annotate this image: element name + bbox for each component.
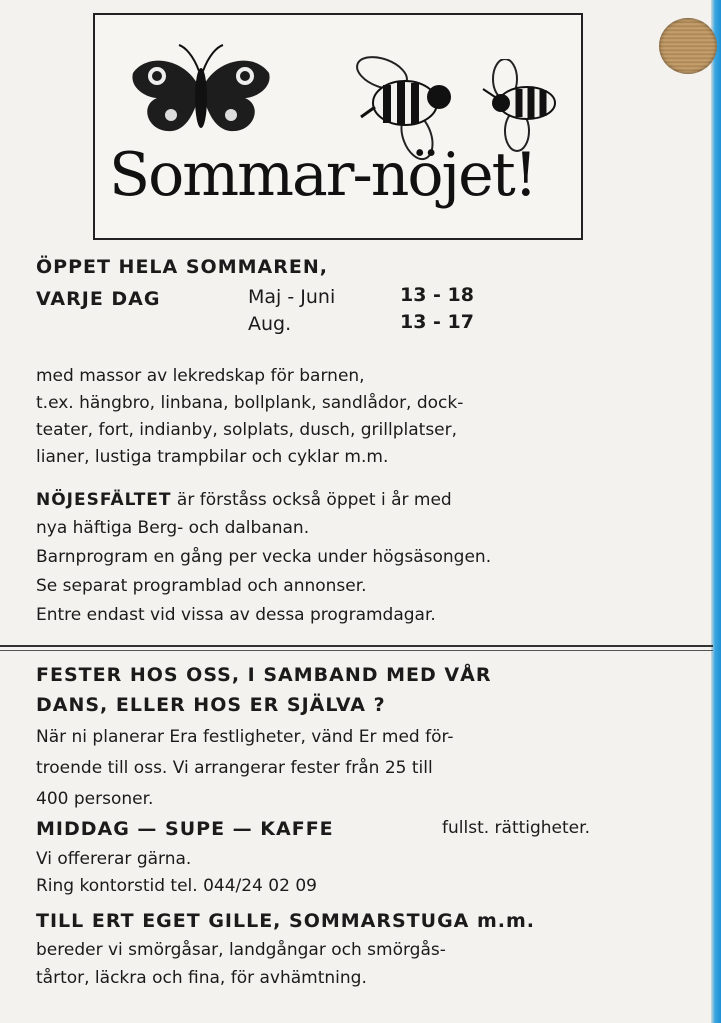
activities-line: med massor av lekredskap för barnen, — [36, 366, 365, 386]
gille-line: tårtor, läckra och fina, för avhämtning. — [36, 968, 367, 988]
fester-line: troende till oss. Vi arrangerar fester från 25 till — [36, 758, 433, 778]
activities-line: lianer, lustiga trampbilar och cyklar m.m. — [36, 447, 389, 467]
fester-line: När ni planerar Era festligheter, vänd Er med för- — [36, 727, 454, 747]
nojesfaltet-line: nya häftiga Berg- och dalbanan. — [36, 518, 310, 538]
fester-licence: fullst. rättigheter. — [442, 818, 590, 838]
hours-heading: ÖPPET HELA SOMMAREN, — [36, 256, 328, 278]
activities-line: t.ex. hängbro, linbana, bollplank, sandlådor, dock- — [36, 393, 464, 413]
hours-months-1: Maj - Juni — [248, 286, 336, 308]
fester-phone: Ring kontorstid tel. 044/24 02 09 — [36, 876, 317, 896]
fester-line: 400 personer. — [36, 789, 154, 809]
logo-title: Sommar-nöjet! — [109, 140, 536, 210]
fester-offer: Vi offererar gärna. — [36, 849, 192, 869]
section-divider — [0, 650, 713, 651]
fester-heading-2: DANS, ELLER HOS ER SJÄLVA ? — [36, 694, 386, 716]
nojesfaltet-keyword: NÖJESFÄLTET — [36, 490, 172, 510]
blue-edge-strip — [711, 0, 721, 1023]
butterfly-icon — [127, 43, 275, 143]
activities-line: teater, fort, indianby, solplats, dusch, grillplatser, — [36, 420, 458, 440]
nojesfaltet-line: Se separat programblad och annonser. — [36, 576, 367, 596]
hours-months-2: Aug. — [248, 313, 292, 335]
punch-hole — [659, 18, 717, 74]
hours-every-day: VARJE DAG — [36, 288, 161, 310]
nojesfaltet-line: Barnprogram en gång per vecka under högsäsongen. — [36, 547, 492, 567]
hours-time-1: 13 - 18 — [400, 284, 474, 306]
nojesfaltet-line: Entre endast vid vissa av dessa programdagar. — [36, 605, 436, 625]
gille-heading: TILL ERT EGET GILLE, SOMMARSTUGA m.m. — [36, 910, 536, 932]
section-divider — [0, 645, 713, 647]
nojesfaltet-line1-rest: är förståss också öppet i år med — [171, 490, 452, 510]
gille-line: bereder vi smörgåsar, landgångar och smörgås- — [36, 940, 446, 960]
nojesfaltet-line1 — [36, 490, 452, 510]
fester-meals: MIDDAG — SUPE — KAFFE — [36, 818, 334, 840]
hours-time-2: 13 - 17 — [400, 311, 474, 333]
fester-heading-1: FESTER HOS OSS, I SAMBAND MED VÅR — [36, 664, 492, 686]
logo-box — [93, 13, 583, 240]
